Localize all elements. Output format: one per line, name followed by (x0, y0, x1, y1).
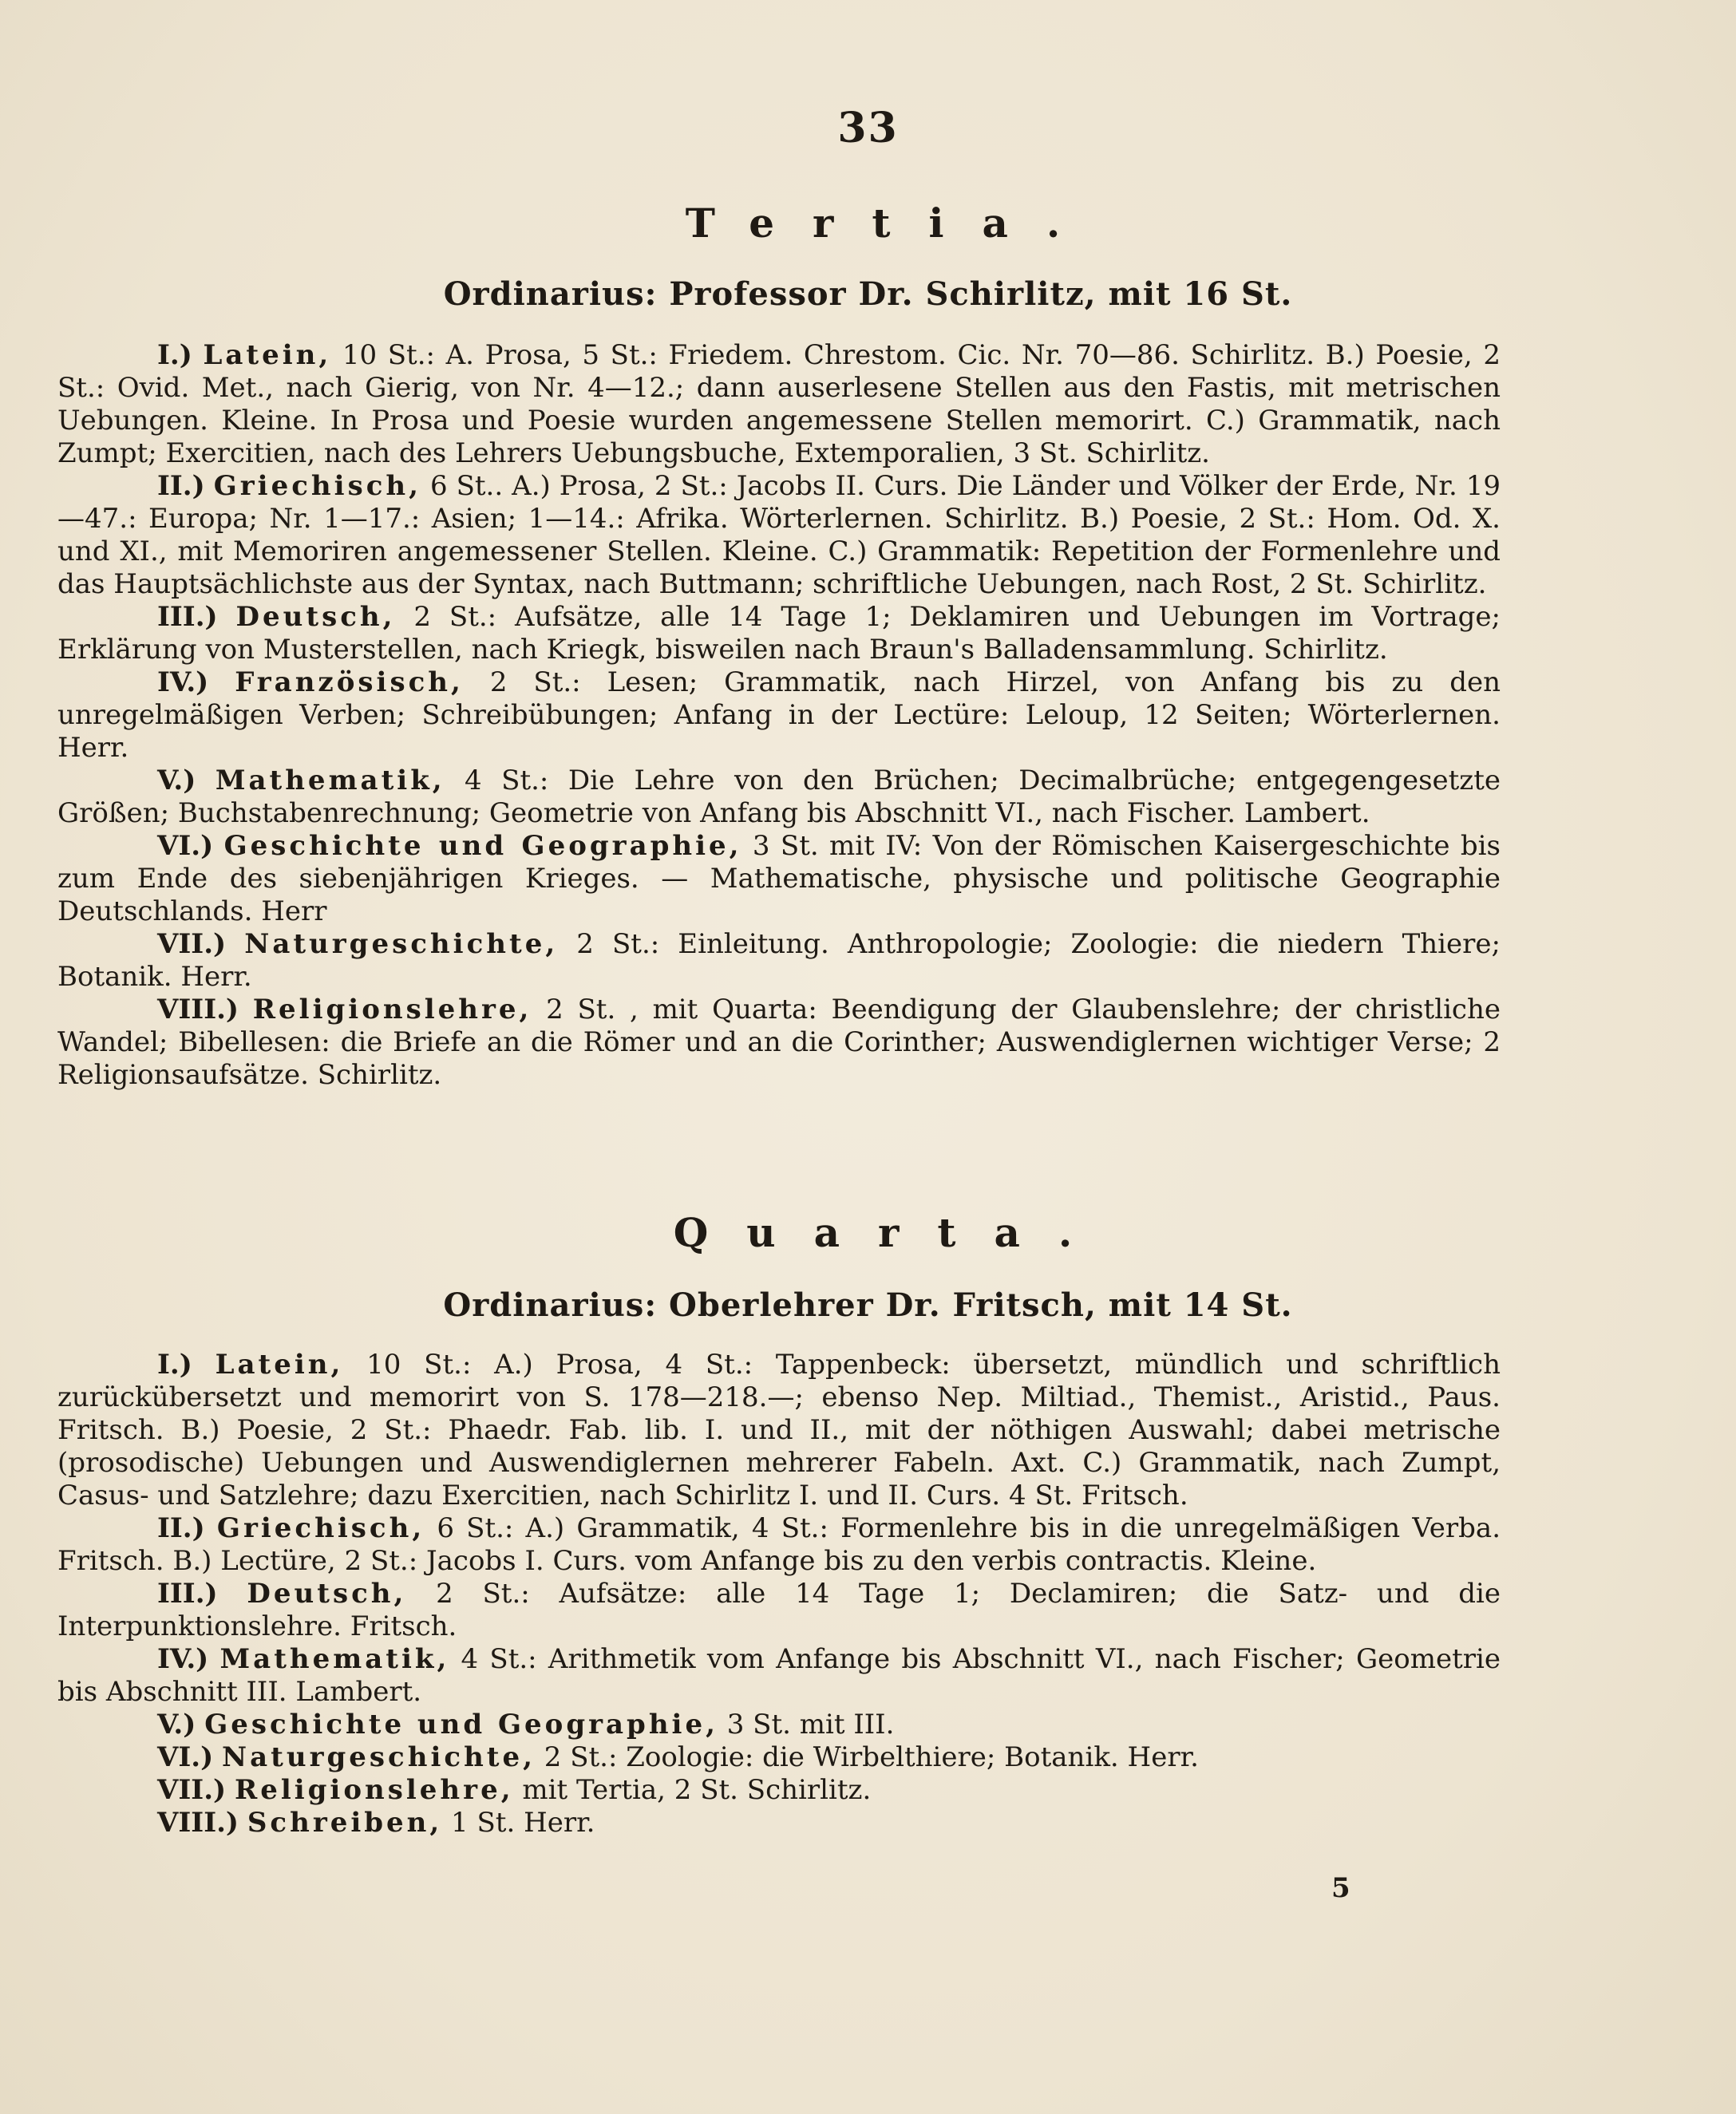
entry-number: IV.) (157, 666, 209, 698)
entry-number: V.) (157, 1709, 196, 1741)
entry-text: 1 St. Herr. (442, 1807, 595, 1839)
entry-subject: Schreiben, (247, 1807, 443, 1839)
entry-text: 2 St.: Aufsätze: alle 14 Tage 1; Declamiren; die Satz- und die Interpunktionslehre. Fritsch. (57, 1578, 1501, 1642)
entry-subject: Naturgeschichte, (244, 928, 559, 960)
entry-number: V.) (157, 765, 196, 796)
quarta-entry-mathematik (57, 1643, 1501, 1709)
entry-number: VII.) (157, 1774, 227, 1806)
entry-text: 4 St.: Arithmetik vom Anfange bis Abschnitt VI., nach Fischer; Geometrie bis Abschnitt III. Lambert. (57, 1643, 1501, 1708)
entry-subject: Latein, (215, 1349, 344, 1381)
ordinarius-quarta: Ordinarius: Oberlehrer Dr. Fritsch, mit 14 St. (443, 1286, 1293, 1324)
entry-number: VII.) (157, 928, 227, 960)
entry-text: 3 St. mit IV: Von der Römischen Kaisergeschichte bis zum Ende des siebenjährigen Krieges. — Mathematische, physische und politische Geographie Deutschlands. Herr (57, 830, 1501, 927)
page-number: 33 (837, 104, 899, 152)
entry-subject: Religionslehre, (234, 1774, 514, 1806)
entry-text: 4 St.: Die Lehre von den Brüchen; Decimalbrüche; entgegengesetzte Größen; Buchstabenrechnung; Geometrie von Anfang bis Abschnitt VI., nach Fischer. Lambert. (57, 765, 1501, 829)
section-title-quarta: Quarta. (673, 1209, 1111, 1256)
entry-text: 2 St.: Zoologie: die Wirbelthiere; Botanik. Herr. (535, 1741, 1199, 1773)
tertia-entry-deutsch (57, 601, 1501, 666)
quarta-entry-griechisch (57, 1512, 1501, 1578)
entry-subject: Griechisch, (213, 470, 421, 502)
entry-text: 2 St. , mit Quarta: Beendigung der Glaubenslehre; der christliche Wandel; Bibellesen: die Briefe an die Römer und an die Corinther; Auswendiglernen wichtiger Verse; 2 Religionsaufsätze. Schirlitz. (57, 994, 1501, 1091)
signature-mark: 5 (1331, 1872, 1350, 1904)
entry-number: VI.) (157, 830, 214, 862)
entry-text: 6 St.: A.) Grammatik, 4 St.: Formenlehre bis in die unregelmäßigen Verba. Fritsch. B.) Lectüre, 2 St.: Jacobs I. Curs. vom Anfange bis zu den verbis contractis. Kleine. (57, 1512, 1501, 1577)
entry-number: VIII.) (157, 994, 239, 1025)
entry-text: 2 St.: Aufsätze, alle 14 Tage 1; Deklamiren und Uebungen im Vortrage; Erklärung von Musterstellen, nach Kriegk, bisweilen nach Braun's Balladensammlung. Schirlitz. (57, 601, 1501, 666)
entry-number: IV.) (157, 1643, 209, 1675)
tertia-entry-latein (57, 339, 1501, 470)
entry-subject: Mathematik, (215, 765, 445, 796)
entry-subject: Deutsch, (247, 1578, 407, 1610)
quarta-entry-deutsch (57, 1578, 1501, 1643)
entry-subject: Geschichte und Geographie, (204, 1709, 718, 1741)
tertia-entry-religionslehre (57, 994, 1501, 1092)
entry-subject: Mathematik, (219, 1643, 450, 1675)
tertia-entry-griechisch (57, 470, 1501, 601)
entry-number: VI.) (157, 1741, 214, 1773)
quarta-entry-schreiben (57, 1807, 1501, 1839)
ordinarius-tertia: Ordinarius: Professor Dr. Schirlitz, mit 16 St. (443, 275, 1293, 313)
entry-number: II.) (157, 1512, 205, 1544)
entry-text: 10 St.: A.) Prosa, 4 St.: Tappenbeck: übersetzt, mündlich und schriftlich zurückübersetzt und memorirt von S. 178—218.—; ebenso Nep. Miltiad., Themist., Aristid., Paus. Fritsch. B.) Poesie, 2 St.: Phaedr. Fab. lib. I. und II., mit der nöthigen Auswahl; dabei metrische (prosodische) Uebungen und Auswendiglernen mehrerer Fabeln. Axt. C.) Grammatik, nach Zumpt, Casus- und Satzlehre; dazu Exercitien, nach Schirlitz I. und II. Curs. 4 St. Fritsch. (57, 1349, 1501, 1511)
entry-number: VIII.) (157, 1807, 239, 1839)
entry-number: II.) (157, 470, 205, 502)
tertia-entry-naturgeschichte (57, 928, 1501, 994)
tertia-curriculum (57, 339, 1501, 1092)
quarta-entry-religionslehre (57, 1774, 1501, 1807)
entry-number: I.) (157, 1349, 192, 1381)
entry-text: 3 St. mit III. (718, 1709, 895, 1741)
entry-text: 6 St.. A.) Prosa, 2 St.: Jacobs II. Curs. Die Länder und Völker der Erde, Nr. 19—47.: Europa; Nr. 1—17.: Asien; 1—14.: Afrika. Wörterlernen. Schirlitz. B.) Poesie, 2 St.: Hom. Od. X. und XI., mit Memoriren angemessener Stellen. Kleine. C.) Grammatik: Repetition der Formenlehre und das Hauptsächlichste aus der Syntax, nach Buttmann; schriftliche Uebungen, nach Rost, 2 St. Schirlitz. (57, 470, 1501, 600)
entry-number: III.) (157, 1578, 218, 1610)
entry-subject: Französisch, (235, 666, 464, 698)
entry-text: mit Tertia, 2 St. Schirlitz. (513, 1774, 872, 1806)
quarta-entry-latein (57, 1349, 1501, 1512)
quarta-curriculum (57, 1349, 1501, 1839)
tertia-entry-mathematik (57, 765, 1501, 830)
entry-subject: Griechisch, (216, 1512, 425, 1544)
entry-subject: Geschichte und Geographie, (223, 830, 742, 862)
entry-number: I.) (157, 339, 192, 371)
entry-text: 2 St.: Einleitung. Anthropologie; Zoologie: die niedern Thiere; Botanik. Herr. (57, 928, 1501, 993)
entry-number: III.) (157, 601, 218, 633)
entry-subject: Religionslehre, (252, 994, 532, 1025)
entry-text: 10 St.: A. Prosa, 5 St.: Friedem. Chrestom. Cic. Nr. 70—86. Schirlitz. B.) Poesie, 2 St.: Ovid. Met., nach Gierig, von Nr. 4—12.; dann auserlesene Stellen aus den Fastis, mit metrischen Uebungen. Kleine. In Prosa und Poesie wurden angemessene Stellen memorirt. C.) Grammatik, nach Zumpt; Exercitien, nach des Lehrers Uebungsbuche, Extemporalien, 3 St. Schirlitz. (57, 339, 1501, 469)
quarta-entry-geschichte (57, 1709, 1501, 1741)
tertia-entry-geschichte (57, 830, 1501, 928)
entry-subject: Latein, (203, 339, 332, 371)
tertia-entry-franzoesisch (57, 666, 1501, 765)
entry-subject: Naturgeschichte, (222, 1741, 536, 1773)
entry-text: 2 St.: Lesen; Grammatik, nach Hirzel, von Anfang bis zu den unregelmäßigen Verben; Schreibübungen; Anfang in der Lectüre: Leloup, 12 Seiten; Wörterlernen. Herr. (57, 666, 1501, 764)
section-title-tertia: Tertia. (685, 200, 1099, 247)
quarta-entry-naturgeschichte (57, 1741, 1501, 1774)
entry-subject: Deutsch, (235, 601, 396, 633)
